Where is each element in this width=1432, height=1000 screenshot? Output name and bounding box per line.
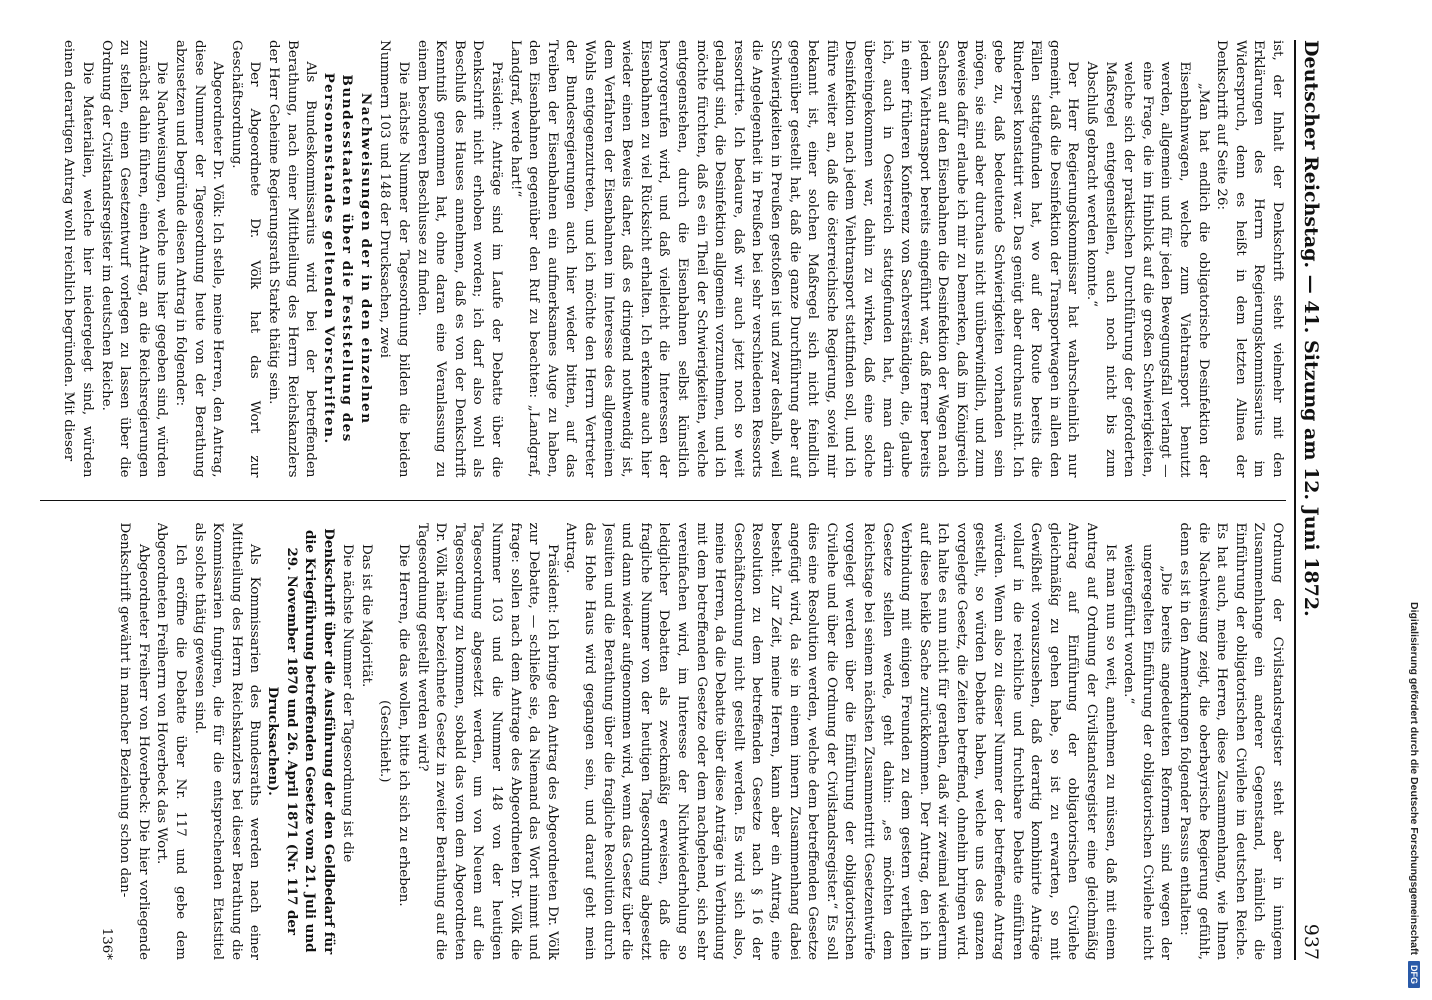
column-left [40, 40, 1286, 478]
page-header [1294, 40, 1336, 960]
paragraph: Die nächste Nummer der Tagesordnung bilden die beiden Nummern 103 und 148 der Drucksachen, zwei [377, 40, 412, 478]
paragraph: Ist man nun so weit, annehmen zu müssen, daß mit einem Antrag auf Ordnung der Civilstandsregister eine gleichmäßig Antrag auf Einführung der obligatorischen Civilehe gleichmäßig zu gehen habe, so ist zu erwarten, so mit Gewißheit vorauszusehen, daß derartig kombinirte Anträge vollauf in die reichliche und fruchtbare Debatte einführen würden. Wenn also zu dieser Nummer der betreffende Antrag gestellt, so würden Debatte haben, welche uns des ganzen vorgelegte Gesetz, die Zeiten betreffend, ohnehin bringen wird. Ich halte es nun nicht für gerathen, daß wir zweimal wiederum auf diese heikle Sache zurückkommen. Der Antrag, den ich in Verbindung mit einigen Freunden zu dem gestern vertheilten Gesetze stellen werde, geht dahin: „es möchten dem Reichstage bei seinem nächsten Zusammentritt Gesetzentwürfe vorgelegt werden über die Einführung der obligatorischen Civilehe und über die Ordnung der Civilstandsregister.“ Es soll dies eine Resolution werden, welche dem betreffenden Gesetze angefügt wird, da sie in einem innern Zusammenhang dabei besteht. Zur Zeit, meine Herren, kann aber ein Antrag, eine Resolution zu dem betreffenden Gesetze nach § 16 der Geschäftsordnung nicht gestellt werden. Es wird sich also, meine Herren, da die Debatte über diese Anträge in Verbindung mit dem betreffenden Gesetze oder dem nachgehend, sich sehr vereinfachen wird, im Interesse der Nichtwiederholung so lediglicher Debatten als zweckmäßig erweisen, daß die fragliche Nummer von der heutigen Tagesordnung abgesetzt und dann wieder aufgenommen wird, wenn das Gesetz über die Jesuiten und die Berathung über die fragliche Resolution durch das Hohe Haus wird gegangen sein, und darauf geht mein Antrag. [563, 522, 1118, 960]
paragraph: Die nächste Nummer der Tagesordnung ist die [340, 543, 356, 863]
column-right [40, 523, 1286, 961]
paragraph: Der Abgeordnete Dr. Völk hat das Wort zur Geschäftsordnung. [228, 40, 263, 478]
quote: „Man hat endlich die obligatorische Desinfektion der Eisenbahnwagen, welche zum Viehtransport benutzt werden, allgemein und für jeden Bewegungsfall verlangt — eine Frage, die im Hinblick auf die großen Schwierigkeiten, welche sich der praktischen Durchführung der geforderten Maßregel entgegenstellen, auch noch nicht bis zum Abschluß gebracht werden konnte.“ [1084, 61, 1211, 478]
quote: „Die bereits angedeuteten Reformen sind wegen der ungeregelten Einführung der obligatorischen Civilehe nicht weitergeführt worden.“ [1121, 543, 1174, 960]
column-divider [40, 500, 1286, 501]
agenda-item-title: Nachweisungen der in den einzelnen Bundesstaaten über die Feststellung des Personenstandes geltenden Vorschriften. [320, 72, 374, 445]
paragraph: Das ist die Majorität. [358, 543, 374, 688]
paragraph: Ordnung der Civilstandsregister steht aber in innigem Zusammenhange ein anderer Gegenstand, nämlich die Einführung der obligatorischen Civilehe im deutschen Reiche. Es hat auch, meine Herren, diese Zusammenhang, wie Ihnen die Nachweisung zeigt, die oberbayrische Regierung gefühlt, denn es ist in den Anmerkungen folgender Passus enthalten: [1177, 522, 1285, 960]
stage-direction: (Geschieht.) [377, 699, 393, 783]
paragraph: Als Bundeskommissarius wird bei der betreffenden Berathung, nach einer Mittheilung des Herrn Reichskanzlers der Herr Geheime Regierungsrath Starke thätig sein. [265, 40, 319, 478]
text-columns [40, 40, 1286, 960]
signature-mark: 136* [98, 927, 114, 960]
dfg-note: Digitalisierung gefördert durch die Deutsche Forschungsgemeinschaft [1408, 602, 1420, 955]
paragraph: ist, der Inhalt der Denkschrift steht vielmehr mit den Erklärungen des Herrn Regierungskommissarius im Widerspruch, denn es heißt in dem letzten Alinea der Denkschrift auf Seite 26: [1214, 40, 1285, 478]
running-title: Deutscher Reichstag. — 41. Sitzung am 12. Juni 1872. [1300, 40, 1322, 617]
paragraph: Als Kommissarien des Bundesraths werden nach einer Mittheilung des Herrn Reichskanzlers bei dieser Berathung die Kommissarien fungiren, die für die entsprechenden Etatstitel als solche thätig gewesen sind. [191, 522, 263, 960]
speaker-statement: Abgeordneter Dr. Völk: Ich stelle, meine Herren, den Antrag, diese Nummer der Tagesordnung heute von der Berathung abzusetzen und begründe diesen Antrag in folgender: [172, 40, 226, 478]
president-statement: Präsident: Anträge sind im Laufe der Debatte über die Denkschrift nicht erhoben worden; ich darf also wohl als Beschluß des Hauses annehmen, daß es von der Denkschrift Kenntniß genommen hat, ohne daran eine Veranlassung zu einem besonderen Beschlusse zu finden. [414, 40, 505, 478]
agenda-item-title: Denkschrift über die Ausführung der den Geldbedarf für die Kriegführung betreffenden Gesetze vom 21. Juli und 29. November 1870 und 26. April 1871 (Nr. 117 der Drucksachen). [264, 528, 337, 955]
paragraph: Die Nachweisungen, welche uns hier gegeben sind, würden zunächst dahin führen, einen Antrag, an die Reichsregierungen zu stellen, einen Gesetzentwurf vorlegen zu lassen über die Ordnung der Civilstandsregister im deutschen Reiche. [98, 40, 170, 478]
paragraph: Die Materialien, welche hier niedergelegt sind, würden einen derartigen Antrag wohl reichlich begründen. Mit dieser [61, 40, 95, 478]
paragraph: Der Herr Regierungskommissar hat wahrscheinlich nur gemeint, daß die Desinfektion der Transportwagen in allen den Fällen stattgefunden hat, wo auf der Route bereits die Rinderpest konstatirt war. Das genügt aber durchaus nicht. Ich gebe zu, daß bedeutende Schwierigkeiten vorhanden sein mögen, sie sind aber durchaus nicht unüberwindlich, und zum Beweise dafür erlaube ich mir zu bemerken, daß im Königreich Sachsen auf den Eisenbahnen die Desinfektion der Wagen nach jedem Viehtransport bereits eingeführt war, daß ferner bereits in einer früheren Konferenz von Sachverständigen, die, glaube ich, auch in Oesterreich stattgefunden hat, man darin übereingekommen war, dahin zu wirken, daß eine solche Desinfektion nach jedem Viehtransport stattfinden soll, und ich führe weiter an, daß die österreichische Regierung, soviel mir bekannt ist, einer solchen Maßregel sich nicht feindlich gegenüber gestellt hat, daß die ganze Durchführung aber auf Schwierigkeiten in Preußen gestoßen ist und zwar deshalb, weil die Angelegenheit in Preußen bei sehr verschiedenen Ressorts ressortirte. Ich bedaure, daß wir auch jetzt noch so weit gelangt sind, die Desinfektion allgemein vorzunehmen, und ich möchte fürchten, daß es ein Theil der Schwierigkeiten, welche entgegenstehen, durch die Eisenbahnen selbst künstlich hervorgerufen wird, und daß vielleicht die Interessen der Eisenbahnen zu viel Rücksicht erhalten. Ich erkenne auch hier wieder einen Beweis daher, daß es dringend nothwendig ist, dem Verfahren der Eisenbahnen im Interesse des allgemeinen Wohls entgegenzutreten, und ich möchte den Herrn Vertreter der Bundesregierungen auch hier wieder bitten, auf das Treiben der Eisenbahnen ein aufmerksames Auge zu haben, den Eisenbahnen gegenüber den Ruf zu beachten: „Landgraf, Landgraf, werde hart!“ [507, 40, 1081, 478]
paragraph: Die Herren, die das wollen, bitte ich sich zu erheben. [396, 543, 412, 907]
page-number: 937 [1300, 923, 1322, 960]
speaker-statement: Abgeordneter Freiherr von Hoverbeck: Die hier vorliegende Denkschrift gewährt in mancher Beziehung schon dan- [117, 522, 151, 960]
paragraph: Ich eröffne die Debatte über Nr. 117 und gebe dem Abgeordneten Freiherrn von Hoverbeck das Wort. [154, 522, 188, 960]
dfg-logo: DFG [1408, 961, 1420, 988]
president-statement: Präsident: Ich bringe den Antrag des Abgeordneten Dr. Völk zur Debatte, — schließe sie, da Niemand das Wort nimmt und frage: sollen nach dem Antrage des Abgeordneten Dr. Völk die Nummer 103 und die Nummer 148 von der heutigen Tagesordnung abgesetzt werden, um von Neuem auf die Tagesordnung zu kommen, sobald das vom dem Abgeordneten Dr. Völk näher bezeichnete Gesetz in zweiter Berathung auf die Tagesordnung gestellt werden wird? [414, 522, 560, 960]
dfg-sidebar [1402, 8, 1426, 988]
